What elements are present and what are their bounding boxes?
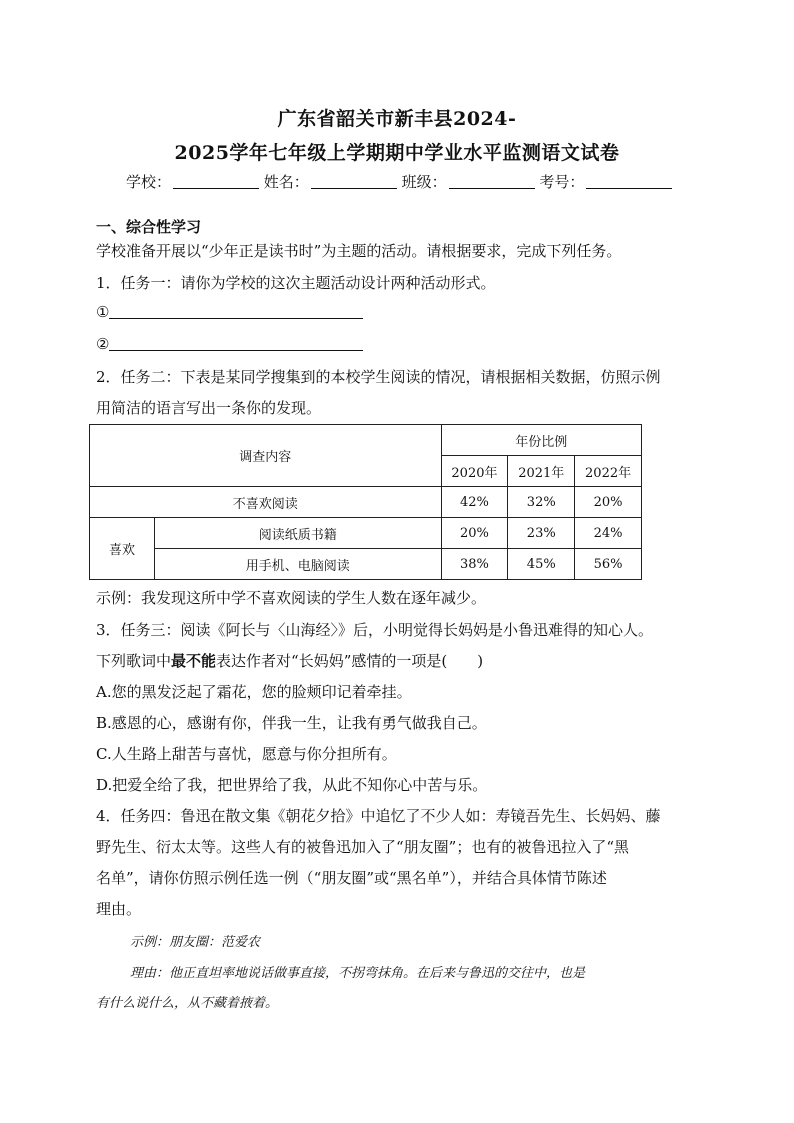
question-4-line-3: 名单”，请你仿照示例任选一例（“朋友圈”或“黑名单”），并结合具体情节陈述 — [96, 869, 607, 887]
title-line-1: 广东省韶关市新丰县2024- — [277, 108, 517, 130]
question-2-line-2: 用简洁的语言写出一条你的发现。 — [96, 399, 322, 417]
class-field[interactable] — [449, 174, 535, 189]
student-info-row — [126, 171, 672, 192]
table-cell: 20% — [575, 487, 642, 518]
name-field[interactable] — [311, 174, 397, 189]
table-cell: 20% — [441, 518, 508, 549]
section-heading: 一、综合性学习 — [96, 218, 202, 236]
year-2020-cell: 2020年 — [441, 456, 508, 487]
question-4-line-4: 理由。 — [96, 900, 142, 918]
question-4-reason-line-2: 有什么说什么，从不藏着掖着。 — [96, 996, 279, 1011]
row-digital-label: 用手机、电脑阅读 — [155, 549, 442, 580]
table-cell: 23% — [508, 518, 575, 549]
table-cell: 24% — [575, 518, 642, 549]
name-label: 姓名： — [263, 173, 309, 191]
option-c[interactable]: C.人生路上甜苦与喜忧，愿意与你分担所有。 — [96, 745, 397, 763]
table-cell: 45% — [508, 549, 575, 580]
table-cell: 56% — [575, 549, 642, 580]
answer-marker-2: ② — [96, 335, 110, 353]
question-4-reason-line-1: 理由：他正直坦率地说话做事直接，不拐弯抹角。在后来与鲁迅的交往中，也是 — [130, 966, 586, 981]
row-like-label: 喜欢 — [90, 518, 155, 580]
header-year-cell: 年份比例 — [441, 425, 641, 456]
q3-text-post: 表达作者对“长妈妈”感情的一项是( ) — [216, 652, 484, 670]
question-1: 1．任务一：请你为学校的这次主题活动设计两种活动形式。 — [96, 274, 496, 292]
row-paper-label: 阅读纸质书籍 — [155, 518, 442, 549]
answer-line-2 — [96, 335, 363, 353]
q3-text-pre: 下列歌词中 — [96, 652, 172, 670]
class-label: 班级： — [401, 173, 447, 191]
school-field[interactable] — [173, 174, 259, 189]
year-2022-cell: 2022年 — [575, 456, 642, 487]
header-content-cell: 调查内容 — [90, 425, 442, 487]
answer-line-1 — [96, 303, 363, 321]
reading-survey-table — [89, 424, 642, 580]
option-d[interactable]: D.把爱全给了我，把世界给了我，从此不知你心中苦与乐。 — [96, 776, 488, 794]
table-cell: 32% — [508, 487, 575, 518]
exam-no-field[interactable] — [586, 174, 672, 189]
table-cell: 42% — [441, 487, 508, 518]
question-3-line-2 — [96, 650, 483, 671]
question-4-line-2: 野先生、衍太太等。这些人有的被鲁迅加入了“朋友圈”；也有的被鲁迅拉入了“黑 — [96, 838, 630, 856]
question-4-example: 示例：朋友圈：范爱农 — [130, 935, 261, 950]
answer-1-field[interactable] — [109, 304, 363, 319]
answer-marker-1: ① — [96, 303, 110, 321]
exam-no-label: 考号： — [539, 173, 585, 191]
question-4-line-1: 4．任务四：鲁迅在散文集《朝花夕拾》中追忆了不少人如：寿镜吾先生、长妈妈、藤 — [96, 807, 661, 825]
row-dislike-label: 不喜欢阅读 — [90, 487, 442, 518]
table-cell: 38% — [441, 549, 508, 580]
answer-2-field[interactable] — [109, 336, 363, 351]
question-2-line-1: 2．任务二：下表是某同学搜集到的本校学生阅读的情况，请根据相关数据，仿照示例 — [96, 368, 661, 386]
question-3-line-1: 3．任务三：阅读《阿长与〈山海经〉》后，小明觉得长妈妈是小鲁迅难得的知心人。 — [96, 621, 654, 639]
intro-text: 学校准备开展以“少年正是读书时”为主题的活动。请根据要求，完成下列任务。 — [96, 242, 622, 260]
title-line-2: 2025学年七年级上学期期中学业水平监测语文试卷 — [174, 142, 620, 164]
q3-emphasis: 最不能 — [171, 652, 217, 670]
year-2021-cell: 2021年 — [508, 456, 575, 487]
option-a[interactable]: A.您的黑发泛起了霜花，您的脸颊印记着牵挂。 — [96, 683, 412, 701]
school-label: 学校： — [126, 173, 172, 191]
question-2-example: 示例：我发现这所中学不喜欢阅读的学生人数在逐年减少。 — [96, 589, 487, 607]
option-b[interactable]: B.感恩的心，感谢有你，伴我一生，让我有勇气做我自己。 — [96, 714, 487, 732]
